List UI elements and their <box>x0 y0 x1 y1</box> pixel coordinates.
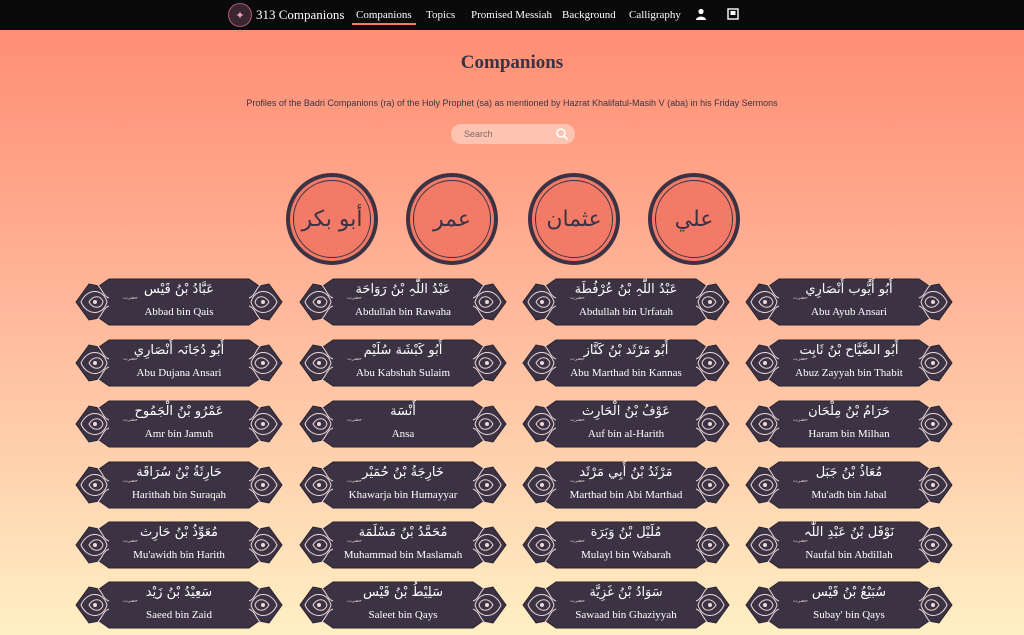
svg-text:حضرت: حضرت <box>570 478 585 484</box>
svg-text:حضرت: حضرت <box>347 538 362 544</box>
companion-arabic-name: عَبْدُ اللّٰہِ بْنُ رَوَاحَة <box>355 282 451 297</box>
companion-name: Abdullah bin Rawaha <box>355 306 451 318</box>
svg-text:حضرت: حضرت <box>793 598 808 604</box>
companion-name: Abu Dujana Ansari <box>136 367 222 379</box>
companion-arabic-name: حَارِثَةُ بْنُ سُرَاقَة <box>136 465 222 480</box>
companion-arabic-name: أَبُو مَرْثَد بْنُ كَنَّاز <box>583 343 669 358</box>
companion-arabic-name: مُحَمَّدُ بْنُ مَسْلَمَة <box>358 525 448 540</box>
svg-text:حضرت: حضرت <box>347 478 362 484</box>
svg-text:حضرت: حضرت <box>793 295 808 301</box>
svg-text:حضرت: حضرت <box>123 598 138 604</box>
companion-name: Abuz Zayyah bin Thabit <box>795 367 903 379</box>
companion-name: Harithah bin Suraqah <box>131 489 227 501</box>
companion-name: Abu Kabshah Sulaim <box>355 367 451 379</box>
caliph-calligraphy: أبو بكر <box>301 206 363 232</box>
svg-text:حضرت: حضرت <box>793 538 808 544</box>
svg-text:حضرت: حضرت <box>570 598 585 604</box>
companion-name: Saleet bin Qays <box>368 609 438 621</box>
companion-name: Mu'adh bin Jabal <box>811 489 887 501</box>
caliph-medallion[interactable] <box>528 173 620 265</box>
search-icon[interactable] <box>555 127 569 141</box>
companion-name: Amr bin Jamuh <box>144 428 214 440</box>
companion-arabic-name: مُلَيْل بْنُ وَبَرَة <box>590 525 662 540</box>
companion-card[interactable] <box>73 398 285 450</box>
companion-arabic-name: حَرَامُ بْنُ مِلْحَان <box>808 404 890 419</box>
caliph-medallion[interactable] <box>406 173 498 265</box>
svg-text:حضرت: حضرت <box>347 417 362 423</box>
companion-card[interactable] <box>297 337 509 389</box>
companion-card[interactable] <box>520 459 732 511</box>
companion-name: Auf bin al-Harith <box>587 428 665 440</box>
caliph-calligraphy: عثمان <box>546 206 602 232</box>
top-navbar <box>0 0 1024 30</box>
companion-card[interactable] <box>297 579 509 631</box>
companion-name: Subay' bin Qays <box>813 609 885 621</box>
companion-arabic-name: عَبْدُ اللّٰہِ بْنُ عُرْفُطَة <box>574 282 678 297</box>
companion-arabic-name: عَبَّادُ بْنُ قَيْس <box>144 282 214 297</box>
companion-name: Naufal bin Abdillah <box>805 549 893 561</box>
companion-name: Sawaad bin Ghaziyyah <box>575 609 677 621</box>
companion-card[interactable] <box>743 337 955 389</box>
companion-card[interactable] <box>520 337 732 389</box>
companion-name: Abdullah bin Urfatah <box>578 306 674 318</box>
companion-name: Khawarja bin Humayyar <box>348 489 458 501</box>
svg-text:حضرت: حضرت <box>793 417 808 423</box>
site-logo[interactable]: ✦ <box>228 3 252 27</box>
svg-text:حضرت: حضرت <box>570 538 585 544</box>
companion-card[interactable] <box>520 276 732 328</box>
caliph-calligraphy: عمر <box>433 206 471 232</box>
companion-card[interactable] <box>297 276 509 328</box>
companion-arabic-name: مُعَاذُ بْنُ جَبَل <box>815 465 883 480</box>
companion-arabic-name: أَبُو أَيُّوب أَنْصَارِي <box>805 282 893 297</box>
nav-promised-messiah[interactable]: Promised Messiah <box>471 9 552 21</box>
svg-text:حضرت: حضرت <box>347 356 362 362</box>
companion-name: Abu Ayub Ansari <box>811 306 887 318</box>
companion-name: Mu'awidh bin Harith <box>133 549 225 561</box>
companion-arabic-name: عَمْرُو بْنُ الْجَمُوح <box>134 404 224 419</box>
companion-arabic-name: أَبُو كَبْشَة سُلَيْم <box>363 343 443 358</box>
companion-card[interactable] <box>520 398 732 450</box>
companion-arabic-name: سَوَادُ بْنُ غَزِيَّة <box>589 585 663 600</box>
companion-arabic-name: خَارِجَةُ بْنُ حُمَيْر <box>362 465 444 480</box>
caliph-calligraphy: علي <box>674 206 714 232</box>
svg-text:حضرت: حضرت <box>347 598 362 604</box>
companion-card[interactable] <box>297 398 509 450</box>
companion-card[interactable] <box>743 459 955 511</box>
companion-card[interactable] <box>73 579 285 631</box>
svg-text:حضرت: حضرت <box>347 295 362 301</box>
svg-text:حضرت: حضرت <box>123 417 138 423</box>
companion-card[interactable] <box>73 337 285 389</box>
companion-card[interactable] <box>73 519 285 571</box>
svg-text:حضرت: حضرت <box>123 538 138 544</box>
companion-arabic-name: أَبُو دُجَانَہ أَنْصَارِي <box>133 343 225 358</box>
svg-text:حضرت: حضرت <box>123 356 138 362</box>
svg-text:حضرت: حضرت <box>793 478 808 484</box>
companion-arabic-name: نَوْفَل بْنُ عَبْدِ اللّٰہ <box>803 525 895 540</box>
nav-companions[interactable]: Companions <box>356 9 412 21</box>
companion-card[interactable] <box>73 459 285 511</box>
book-icon[interactable] <box>727 8 739 20</box>
companion-arabic-name: سَلِيْطُ بْنُ قَيْس <box>363 585 443 600</box>
companion-card[interactable] <box>743 519 955 571</box>
companion-arabic-name: سَعِيْدُ بْنُ زَيْد <box>145 585 213 600</box>
companion-arabic-name: أَبُو الضَّيَّاح بْنُ ثَابِت <box>799 343 899 358</box>
companion-card[interactable] <box>297 519 509 571</box>
companion-name: Haram bin Milhan <box>808 428 890 440</box>
companion-card[interactable] <box>743 398 955 450</box>
svg-text:حضرت: حضرت <box>123 295 138 301</box>
user-icon[interactable] <box>695 8 707 20</box>
nav-background[interactable]: Background <box>562 9 616 21</box>
caliph-medallion[interactable] <box>286 173 378 265</box>
companion-card[interactable] <box>743 276 955 328</box>
page-subtitle: Profiles of the Badri Companions (ra) of the Holy Prophet (sa) as mentioned by Hazrat Khalifatul-Masih V (aba) in his Friday Sermons <box>246 98 778 108</box>
companion-name: Mulayl bin Wabarah <box>581 549 671 561</box>
svg-text:حضرت: حضرت <box>123 478 138 484</box>
page-title: Companions <box>460 52 564 73</box>
companion-arabic-name: مُعَوِّذُ بْنُ حَارِث <box>139 525 219 540</box>
companion-arabic-name: عَوْفُ بْنُ الْحَارِث <box>581 404 671 419</box>
companion-card[interactable] <box>520 579 732 631</box>
nav-topics[interactable]: Topics <box>426 9 456 21</box>
companion-name: Abu Marthad bin Kannas <box>570 367 682 379</box>
svg-text:حضرت: حضرت <box>793 356 808 362</box>
svg-text:حضرت: حضرت <box>570 417 585 423</box>
caliph-medallion[interactable] <box>648 173 740 265</box>
brand-name[interactable]: 313 Companions <box>256 7 345 22</box>
companion-card[interactable] <box>297 459 509 511</box>
companion-arabic-name: أَنْسَة <box>390 404 416 419</box>
svg-text:حضرت: حضرت <box>570 295 585 301</box>
companion-name: Marthad bin Abi Marthad <box>569 489 683 501</box>
companion-card[interactable] <box>520 519 732 571</box>
svg-text:حضرت: حضرت <box>570 356 585 362</box>
companion-name: Ansa <box>391 428 415 440</box>
companion-card[interactable] <box>73 276 285 328</box>
companion-arabic-name: مَرْثَدُ بْنُ أَبِي مَرْثَد <box>579 465 673 480</box>
companion-card[interactable] <box>743 579 955 631</box>
companion-name: Saeed bin Zaid <box>146 609 212 621</box>
companion-arabic-name: سُبَيْعُ بْنُ قَيْس <box>811 585 887 600</box>
nav-calligraphy[interactable]: Calligraphy <box>629 9 681 21</box>
companion-name: Muhammad bin Maslamah <box>343 549 463 561</box>
companion-name: Abbad bin Qais <box>144 306 214 318</box>
